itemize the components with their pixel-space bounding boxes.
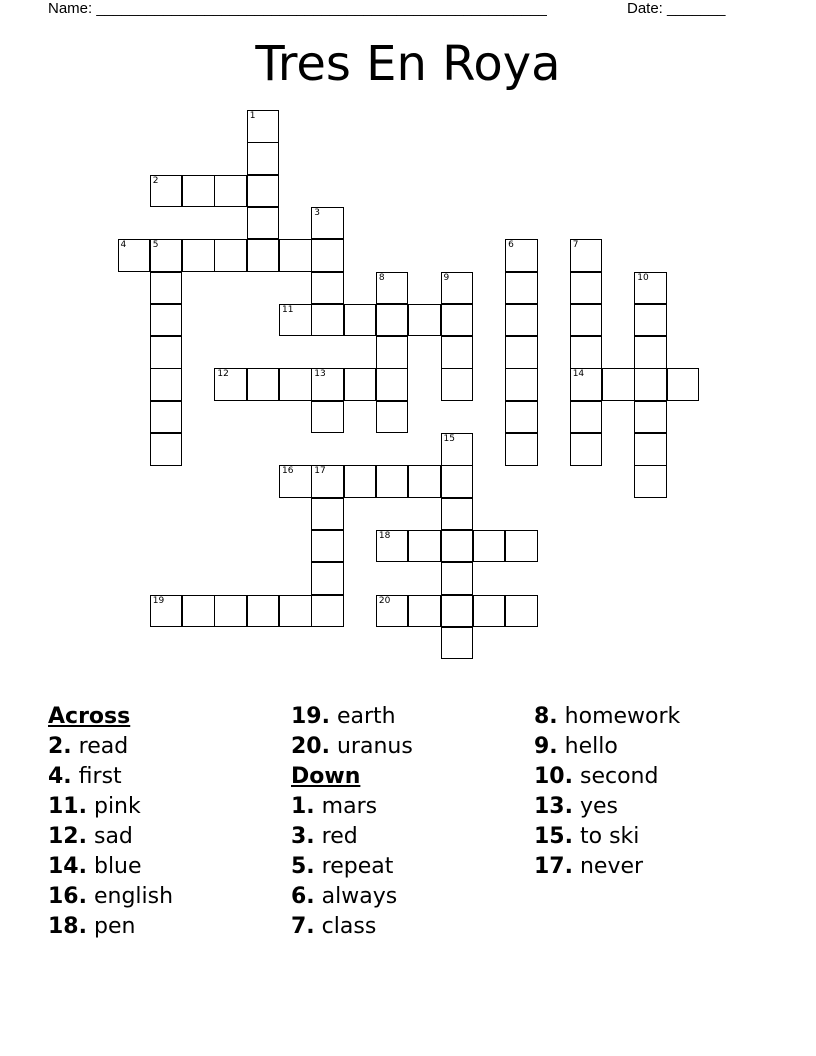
grid-cell[interactable] [311, 368, 344, 401]
clue-number: 6. [291, 884, 315, 909]
grid-cell[interactable] [247, 207, 280, 240]
grid-cell[interactable] [150, 304, 183, 337]
clue-text: uranus [336, 734, 413, 759]
grid-cell[interactable] [570, 401, 603, 434]
grid-cell[interactable] [311, 272, 344, 305]
clue-item [291, 912, 413, 942]
cell-number: 13 [314, 369, 326, 380]
clue-item [48, 852, 173, 882]
clue-item [291, 822, 413, 852]
clue-number: 2. [48, 734, 72, 759]
clue-number: 9. [534, 734, 558, 759]
clue-text: always [321, 884, 398, 909]
clue-item [534, 732, 680, 762]
cell-number: 11 [282, 304, 294, 315]
grid-cell[interactable] [311, 207, 344, 240]
cell-number: 4 [120, 240, 127, 251]
grid-cell[interactable] [441, 272, 474, 305]
cell-number: 16 [282, 466, 294, 477]
clue-text: read [78, 734, 129, 759]
grid-cell[interactable] [150, 272, 183, 305]
cell-number: 10 [637, 272, 649, 283]
cell-number: 12 [217, 369, 229, 380]
grid-cell[interactable] [376, 595, 409, 628]
grid-cell[interactable] [182, 595, 215, 628]
clue-item [291, 852, 413, 882]
clue-item [48, 882, 173, 912]
grid-cell[interactable] [634, 368, 667, 401]
cell-number: 15 [443, 434, 455, 444]
clue-item [48, 762, 173, 792]
cell-number: 14 [572, 369, 585, 380]
grid-cell[interactable] [634, 401, 667, 434]
clue-text: yes [579, 794, 619, 819]
grid-cell[interactable] [279, 304, 312, 337]
grid-cell[interactable] [214, 595, 247, 628]
clue-number: 16. [48, 884, 87, 909]
grid-cell[interactable] [118, 239, 151, 272]
clue-column-1 [48, 702, 173, 942]
grid-cell[interactable] [376, 304, 409, 337]
grid-cell[interactable] [344, 304, 377, 337]
grid-cell[interactable] [150, 336, 183, 369]
grid-cell[interactable] [505, 595, 538, 628]
clue-item [534, 762, 680, 792]
grid-cell[interactable] [311, 498, 344, 531]
cell-number: 6 [508, 240, 514, 251]
grid-cell[interactable] [634, 433, 667, 466]
cell-number: 5 [152, 240, 159, 251]
cell-number: 17 [314, 466, 326, 477]
date-field-label: Date: _______ [627, 0, 726, 17]
clue-text: english [93, 884, 174, 909]
grid-cell[interactable] [473, 530, 506, 563]
grid-cell[interactable] [311, 562, 344, 595]
grid-cell[interactable] [634, 272, 667, 305]
grid-cell[interactable] [376, 401, 409, 434]
grid-cell[interactable] [441, 465, 474, 498]
grid-cell[interactable] [441, 433, 474, 466]
grid-cell[interactable] [150, 239, 183, 272]
grid-cell[interactable] [473, 595, 506, 628]
grid-cell[interactable] [182, 239, 215, 272]
clue-text: class [321, 914, 377, 939]
clue-text: earth [336, 704, 396, 729]
clue-text: pink [93, 794, 141, 819]
grid-cell[interactable] [311, 595, 344, 628]
grid-cell[interactable] [570, 368, 603, 401]
grid-cell[interactable] [247, 142, 280, 175]
clue-number: 5. [291, 854, 315, 879]
clue-heading: Down [291, 764, 361, 789]
grid-cell[interactable] [344, 465, 377, 498]
clue-text: repeat [321, 854, 394, 879]
grid-cell[interactable] [247, 175, 280, 208]
grid-cell[interactable] [279, 595, 312, 628]
grid-cell[interactable] [505, 336, 538, 369]
clue-item [291, 732, 413, 762]
grid-cell[interactable] [408, 530, 441, 563]
clue-number: 14. [48, 854, 87, 879]
grid-cell[interactable] [441, 336, 474, 369]
clue-text: hello [564, 734, 618, 759]
cell-number: 1 [249, 111, 256, 121]
clue-item [534, 822, 680, 852]
grid-cell[interactable] [311, 304, 344, 337]
grid-cell[interactable] [150, 401, 183, 434]
grid-cell[interactable] [311, 401, 344, 434]
clue-item [48, 822, 173, 852]
grid-cell[interactable] [634, 465, 667, 498]
name-field-label: Name: ______________________________________________________ [48, 0, 547, 17]
grid-cell[interactable] [344, 368, 377, 401]
grid-cell[interactable] [505, 239, 538, 272]
grid-cell[interactable] [311, 465, 344, 498]
grid-cell[interactable] [634, 336, 667, 369]
grid-cell[interactable] [247, 368, 280, 401]
clue-item [534, 792, 680, 822]
clue-number: 1. [291, 794, 315, 819]
grid-cell[interactable] [441, 562, 474, 595]
clue-column-3 [534, 702, 680, 882]
grid-cell[interactable] [441, 627, 474, 660]
grid-cell[interactable] [505, 433, 538, 466]
clue-item [48, 732, 173, 762]
clue-item [534, 852, 680, 882]
puzzle-title: Tres En Roya [255, 36, 561, 92]
grid-cell[interactable] [408, 465, 441, 498]
cell-number: 9 [443, 272, 450, 283]
cell-number: 8 [378, 272, 385, 283]
clue-number: 17. [534, 854, 573, 879]
grid-cell[interactable] [182, 175, 215, 208]
cell-number: 3 [314, 207, 321, 218]
grid-cell[interactable] [505, 530, 538, 563]
grid-cell[interactable] [408, 304, 441, 337]
grid-cell[interactable] [247, 110, 280, 143]
grid-cell[interactable] [505, 304, 538, 337]
clue-number: 15. [534, 824, 573, 849]
grid-cell[interactable] [279, 368, 312, 401]
clue-number: 4. [48, 764, 72, 789]
clue-item [48, 912, 173, 942]
grid-cell[interactable] [408, 595, 441, 628]
grid-cell[interactable] [214, 175, 247, 208]
grid-cell[interactable] [150, 368, 183, 401]
clue-number: 11. [48, 794, 87, 819]
clue-number: 13. [534, 794, 573, 819]
grid-cell[interactable] [376, 336, 409, 369]
grid-cell[interactable] [441, 304, 474, 337]
clue-text: mars [321, 794, 378, 819]
cell-number: 19 [152, 595, 165, 606]
clue-item [291, 702, 413, 732]
cell-number: 18 [378, 530, 391, 541]
clue-number: 19. [291, 704, 330, 729]
clue-text: blue [93, 854, 142, 879]
clue-heading: Across [48, 704, 131, 729]
clue-number: 18. [48, 914, 87, 939]
grid-cell[interactable] [311, 530, 344, 563]
grid-cell[interactable] [570, 239, 603, 272]
grid-cell[interactable] [602, 368, 635, 401]
grid-cell[interactable] [279, 465, 312, 498]
cell-number: 20 [378, 595, 391, 606]
clue-item [534, 702, 680, 732]
grid-cell[interactable] [505, 401, 538, 434]
clue-column-2 [291, 702, 413, 942]
grid-cell[interactable] [311, 239, 344, 272]
grid-cell[interactable] [376, 272, 409, 305]
grid-cell[interactable] [505, 368, 538, 401]
grid-cell[interactable] [505, 272, 538, 305]
cell-number: 2 [152, 175, 159, 186]
clue-text: to ski [579, 824, 640, 849]
grid-cell[interactable] [634, 304, 667, 337]
grid-cell[interactable] [570, 336, 603, 369]
clue-text: first [78, 764, 122, 789]
grid-cell[interactable] [441, 498, 474, 531]
grid-cell[interactable] [376, 465, 409, 498]
clue-item [48, 792, 173, 822]
clue-item [291, 792, 413, 822]
grid-cell[interactable] [214, 239, 247, 272]
clue-text: second [579, 764, 659, 789]
clue-text: never [579, 854, 644, 879]
grid-cell[interactable] [279, 239, 312, 272]
grid-cell[interactable] [150, 175, 183, 208]
clue-number: 3. [291, 824, 315, 849]
grid-cell[interactable] [441, 530, 474, 563]
grid-cell[interactable] [570, 433, 603, 466]
grid-cell[interactable] [247, 239, 280, 272]
clue-item [291, 882, 413, 912]
grid-cell[interactable] [150, 595, 183, 628]
grid-cell[interactable] [570, 304, 603, 337]
grid-cell[interactable] [570, 272, 603, 305]
cell-number: 7 [572, 240, 579, 251]
clue-number: 20. [291, 734, 330, 759]
clue-text: sad [93, 824, 133, 849]
clue-text: homework [564, 704, 681, 729]
grid-cell[interactable] [441, 595, 474, 628]
clue-text: red [321, 824, 358, 849]
grid-cell[interactable] [214, 368, 247, 401]
clue-number: 10. [534, 764, 573, 789]
grid-cell[interactable] [376, 530, 409, 563]
clue-number: 8. [534, 704, 558, 729]
clue-number: 12. [48, 824, 87, 849]
clue-text: pen [93, 914, 136, 939]
grid-cell[interactable] [376, 368, 409, 401]
grid-cell[interactable] [667, 368, 700, 401]
grid-cell[interactable] [247, 595, 280, 628]
grid-cell[interactable] [441, 368, 474, 401]
clue-number: 7. [291, 914, 315, 939]
grid-cell[interactable] [150, 433, 183, 466]
